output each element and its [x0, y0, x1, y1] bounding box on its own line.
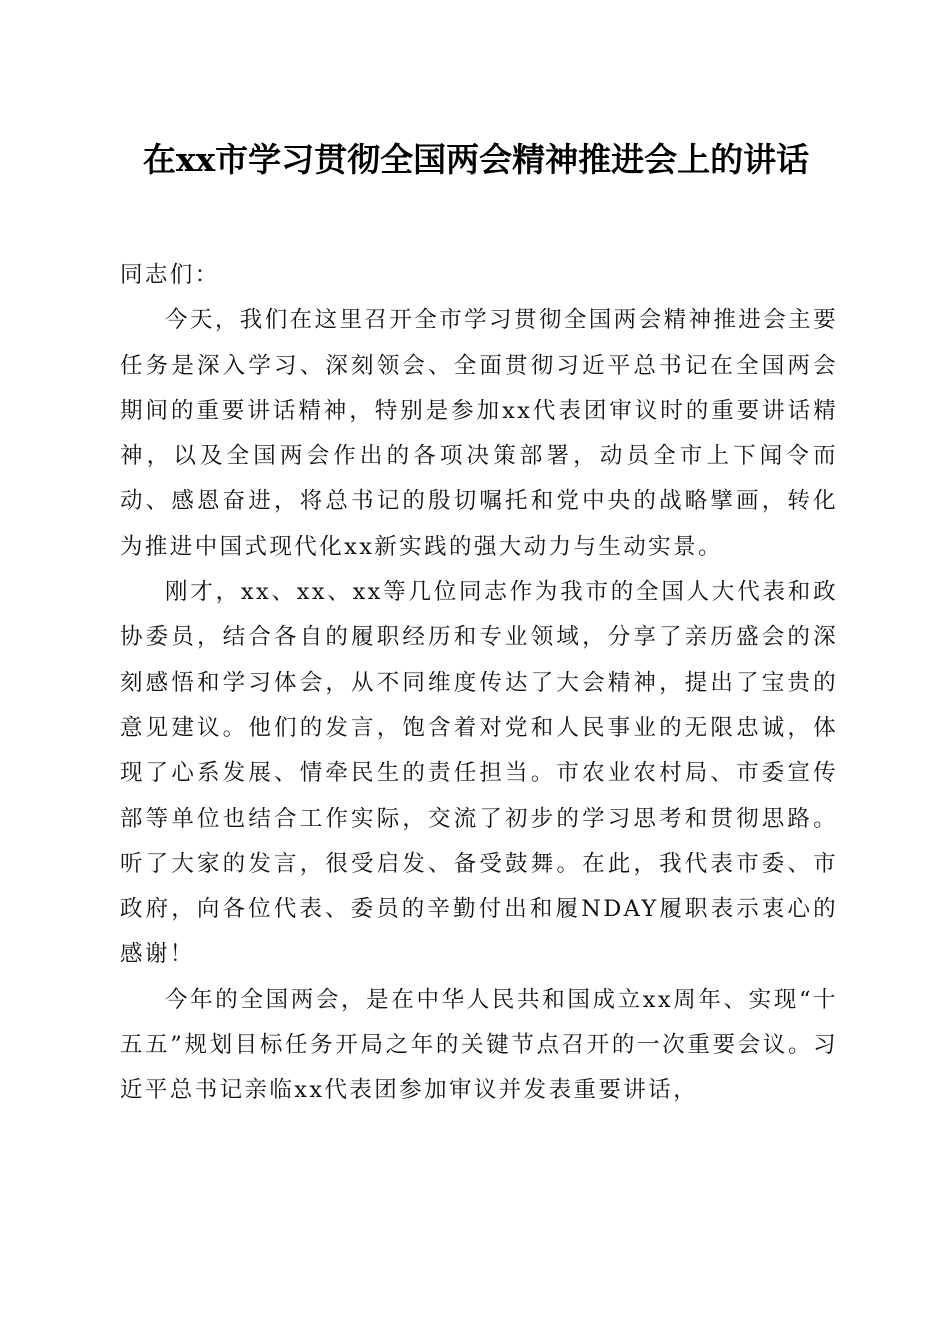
- paragraph-3: 今年的全国两会，是在中华人民共和国成立xx周年、实现“十五五”规划目标任务开局之年的关键节点召开的一次重要会议。习近平总书记亲临xx代表团参加审议并发表重要讲话，: [120, 986, 838, 1104]
- paragraph-2: 刚才，xx、xx、xx等几位同志作为我市的全国人大代表和政协委员，结合各自的履职经历和专业领域，分享了亲历盛会的深刻感悟和学习体会，从不同维度传达了大会精神，提出了宝贵的意见建议。他们的发言，饱含着对党和人民事业的无限忠诚，体现了心系发展、情牵民生的责任担当。市农业农村局、市委宣传部等单位也结合工作实际，交流了初步的学习思考和贯彻思路。听了大家的发言，很受启发、备受鼓舞。在此，我代表市委、市政府，向各位代表、委员的辛勤付出和履NDAY履职表示衷心的感谢！: [120, 579, 838, 968]
- document-title: 在xx市学习贯彻全国两会精神推进会上的讲话: [142, 140, 810, 179]
- salutation: 同志们：: [120, 262, 220, 288]
- document-body: [120, 253, 838, 1114]
- paragraph-1: 今天，我们在这里召开全市学习贯彻全国两会精神推进会主要任务是深入学习、深刻领会、全面贯彻习近平总书记在全国两会期间的重要讲话精神，特别是参加xx代表团审议时的重要讲话精神，以及全国两会作出的各项决策部署，动员全市上下闻令而动、感恩奋进，将总书记的殷切嘱托和党中央的战略擘画，转化为推进中国式现代化xx新实践的强大动力与生动实景。: [120, 307, 838, 560]
